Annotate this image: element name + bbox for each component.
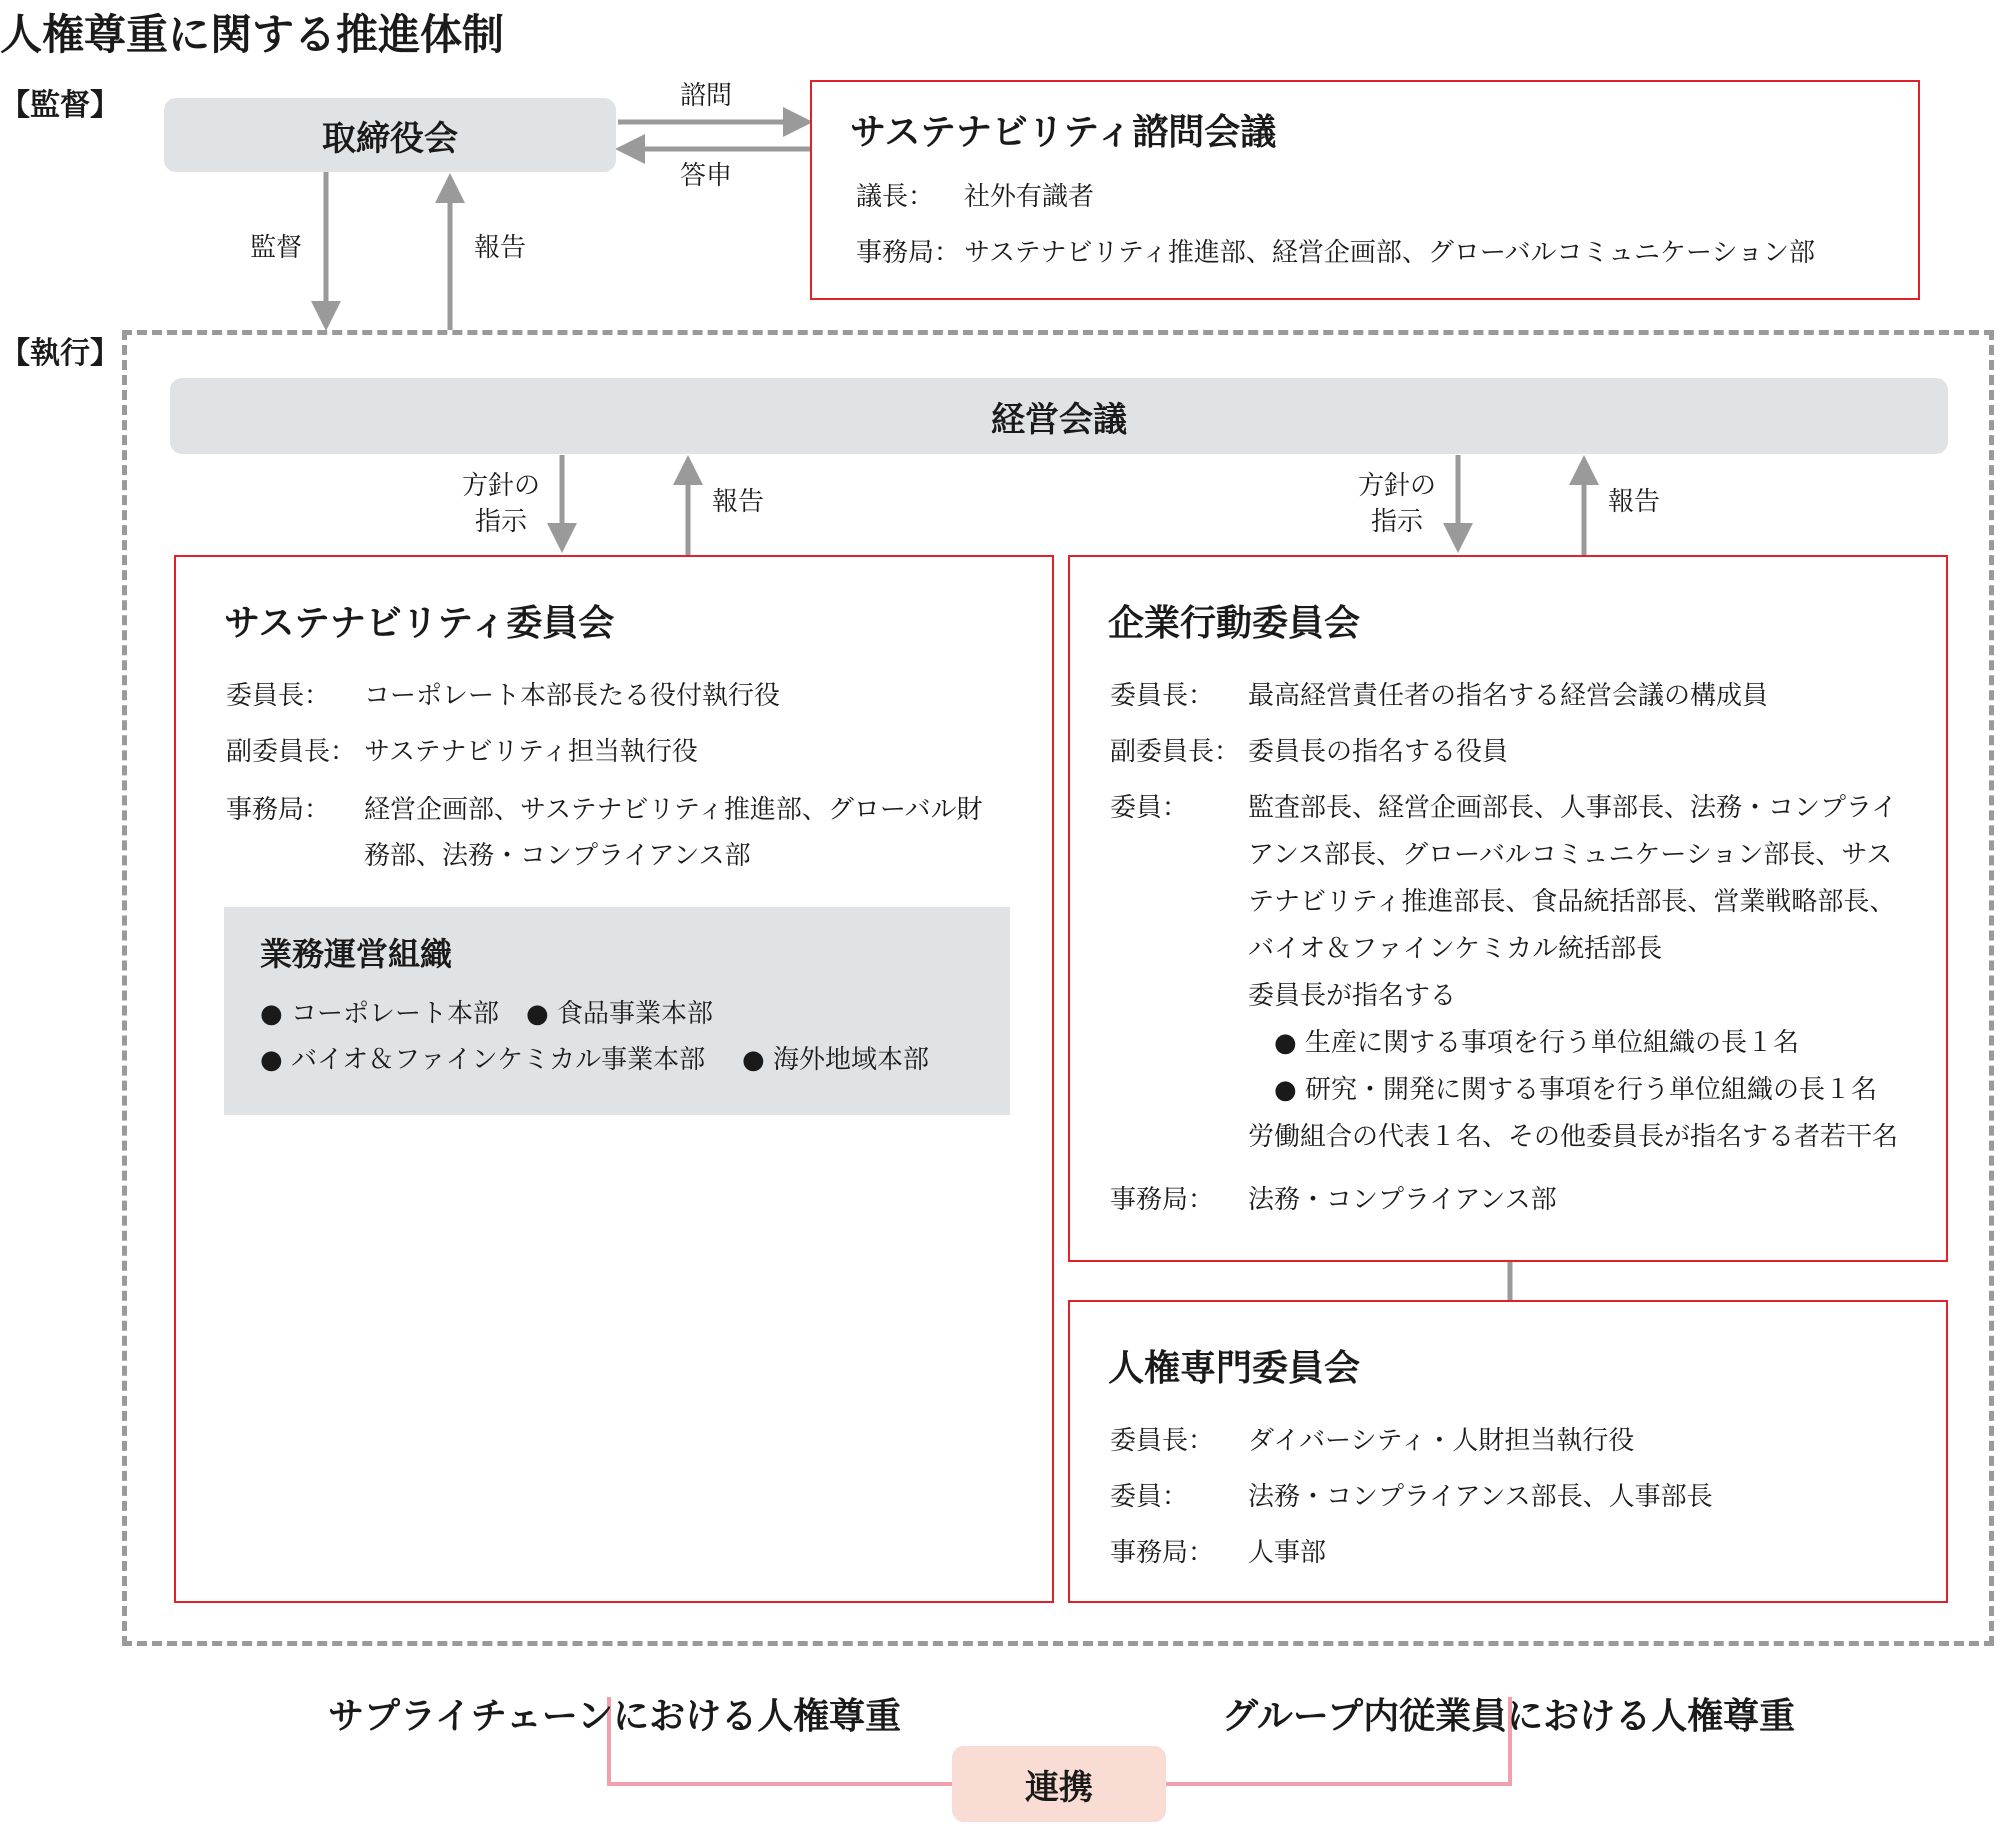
conduct-members-line: 監査部長、経営企画部長、人事部長、法務・コンプライ [1248,793,1898,823]
conduct-members-line: ● 生産に関する事項を行う単位組織の長１名 [1274,1028,1799,1058]
advisory-council-box [810,80,1920,300]
hr-title: 人権専門委員会 [1108,1348,1361,1389]
hr-secretariat-value: 人事部 [1248,1538,1327,1568]
hr-chair-value: ダイバーシティ・人財担当執行役 [1248,1426,1635,1456]
conduct-chair-value: 最高経営責任者の指名する経営会議の構成員 [1248,681,1769,711]
hr-members-value: 法務・コンプライアンス部長、人事部長 [1248,1482,1713,1512]
policy-label-left [462,468,540,540]
corporate-conduct-committee-box [1068,555,1948,1262]
conduct-chair-label: 委員長： [1110,681,1215,711]
group-employees-label: グループ内従業員における人権尊重 [1222,1696,1796,1737]
human-rights-committee-box [1068,1300,1948,1603]
board-of-directors: 取締役会 [164,98,616,172]
advisory-chair-label: 議長： [856,182,935,212]
hr-members-label: 委員： [1110,1482,1189,1512]
advisory-title: サステナビリティ諮問会議 [850,112,1277,153]
policy-label-left-line1: 方針の [462,471,541,501]
sustainability-vice-value: サステナビリティ担当執行役 [364,737,698,767]
conduct-members-label: 委員： [1110,793,1189,823]
sustainability-vice-label: 副委員長： [226,737,357,767]
conduct-members-line: ● 研究・開発に関する事項を行う単位組織の長１名 [1274,1075,1877,1105]
conduct-members-line: 委員長が指名する [1248,981,1457,1011]
conduct-members-line: バイオ＆ファインケミカル統括部長 [1248,934,1663,964]
supervise-label: 監督 [250,233,303,263]
report-label-right: 報告 [1608,487,1661,517]
advisory-secretariat-value: サステナビリティ推進部、経営企画部、グローバルコミュニケーション部 [964,238,1815,268]
report-label-left: 報告 [712,487,765,517]
policy-label-right-line1: 方針の [1358,471,1437,501]
conduct-members-line: 労働組合の代表１名、その他委員長が指名する者若干名 [1248,1122,1899,1152]
advisory-secretariat-label: 事務局： [856,238,961,268]
org-item-bio: ● バイオ＆ファインケミカル事業本部 [260,1045,706,1075]
board-report-label: 報告 [474,233,527,263]
sustainability-committee-box [174,555,1054,1603]
business-operations-title: 業務運営組織 [260,935,453,973]
sustainability-chair-value: コーポレート本部長たる役付執行役 [364,681,781,711]
reply-label: 答申 [680,161,733,191]
sustainability-secretariat-line2: 務部、法務・コンプライアンス部 [364,841,751,871]
conduct-vice-value: 委員長の指名する役員 [1248,737,1509,767]
hr-chair-label: 委員長： [1110,1426,1215,1456]
business-operations-box [224,907,1010,1115]
sustainability-chair-label: 委員長： [226,681,331,711]
conduct-members-line: アンス部長、グローバルコミュニケーション部長、サス [1248,840,1893,870]
org-item-food: ● 食品事業本部 [526,999,713,1029]
conduct-title: 企業行動委員会 [1108,603,1361,644]
page-title: 人権尊重に関する推進体制 [0,10,505,59]
consult-label: 諮問 [680,81,733,111]
section-label-supervision: 【監督】 [0,88,120,123]
supply-chain-label: サプライチェーンにおける人権尊重 [328,1696,902,1737]
advisory-chair-value: 社外有識者 [964,182,1095,212]
policy-label-left-line2: 指示 [475,507,528,537]
org-item-overseas: ● 海外地域本部 [742,1045,929,1075]
conduct-vice-label: 副委員長： [1110,737,1241,767]
conduct-members-line: テナビリティ推進部長、食品統括部長、営業戦略部長、 [1248,887,1896,917]
conduct-secretariat-value: 法務・コンプライアンス部 [1248,1185,1557,1215]
collaboration-box: 連携 [952,1746,1166,1822]
management-meeting: 経営会議 [170,378,1948,454]
sustainability-secretariat-line1: 経営企画部、サステナビリティ推進部、グローバル財 [364,795,983,825]
policy-label-right [1358,468,1436,540]
sustainability-secretariat-label: 事務局： [226,795,331,825]
hr-secretariat-label: 事務局： [1110,1538,1215,1568]
org-item-corporate: ● コーポレート本部 [260,999,499,1029]
section-label-execution: 【執行】 [0,336,120,371]
sustainability-title: サステナビリティ委員会 [224,603,615,644]
policy-label-right-line2: 指示 [1371,507,1424,537]
conduct-secretariat-label: 事務局： [1110,1185,1215,1215]
